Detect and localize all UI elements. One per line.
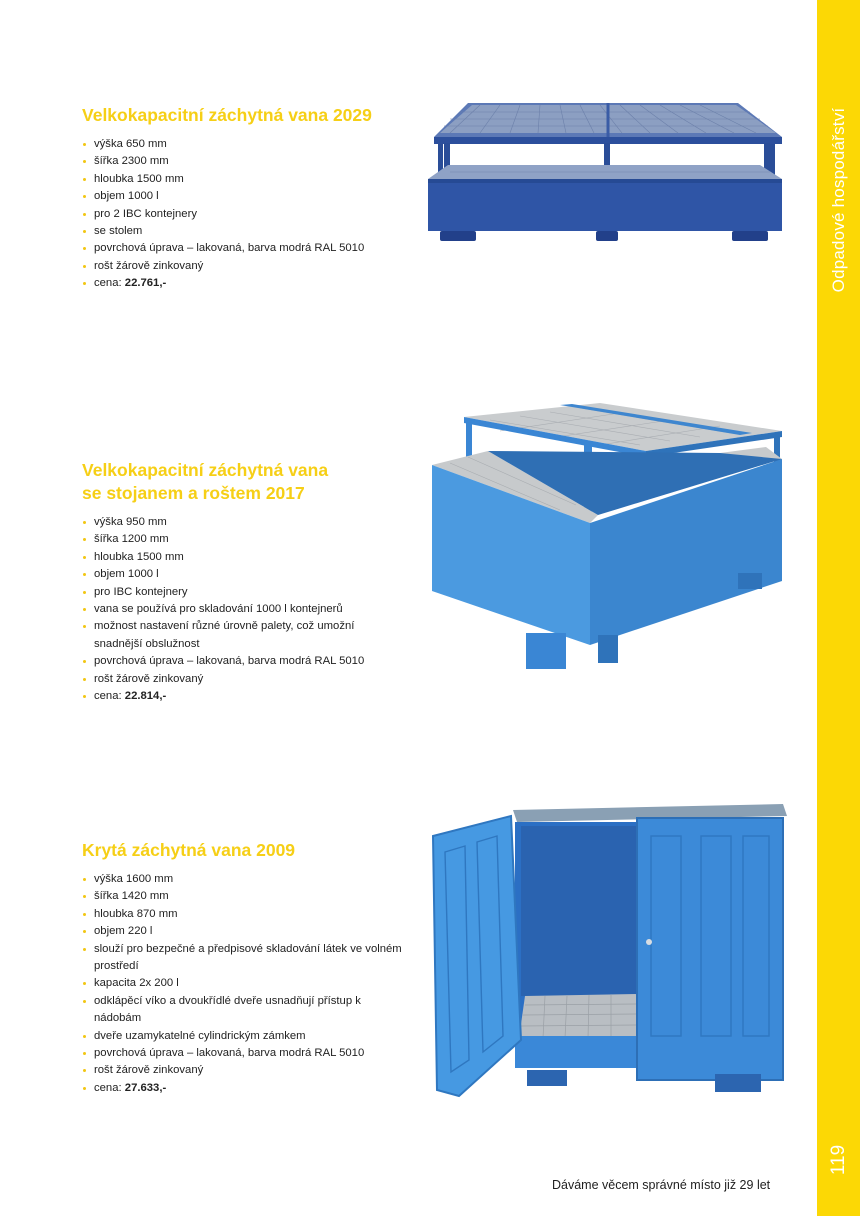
price-item — [82, 1080, 402, 1097]
spec-item: objem 1000 l — [82, 188, 402, 205]
spill-pallet-stand-image — [420, 395, 790, 680]
spec-item: výška 1600 mm — [82, 871, 402, 888]
spec-item: šířka 1200 mm — [82, 531, 402, 548]
product-title-line: se stojanem a roštem 2017 — [82, 483, 305, 503]
spec-item: se stolem — [82, 223, 402, 240]
product-2009 — [82, 839, 402, 1097]
product-title — [82, 459, 402, 505]
spec-item: rošt žárově zinkovaný — [82, 1062, 402, 1079]
spec-list — [82, 136, 402, 293]
product-title-line: Velkokapacitní záchytná vana 2029 — [82, 105, 372, 125]
page-number: 119 — [827, 1144, 849, 1176]
price-value: 27.633,- — [124, 1081, 167, 1094]
spec-item: hloubka 1500 mm — [82, 549, 402, 566]
spec-list — [82, 514, 402, 705]
spec-item: povrchová úprava – lakovaná, barva modrá RAL 5010 — [82, 240, 402, 257]
spec-item: povrchová úprava – lakovaná, barva modrá RAL 5010 — [82, 653, 402, 670]
spec-item: hloubka 1500 mm — [82, 171, 402, 188]
spec-item: hloubka 870 mm — [82, 906, 402, 923]
spec-item: slouží pro bezpečné a předpisové skladování látek ve volném prostředí — [82, 941, 402, 976]
spec-item: kapacita 2x 200 l — [82, 975, 402, 992]
spec-item: výška 650 mm — [82, 136, 402, 153]
spec-item: pro 2 IBC kontejnery — [82, 206, 402, 223]
spec-item: možnost nastavení různé úrovně palety, což umožní snadnější obslužnost — [82, 618, 402, 653]
section-sidebar — [817, 0, 860, 1216]
price-label: cena: — [94, 277, 125, 290]
spec-item: vana se používá pro skladování 1000 l kontejnerů — [82, 601, 402, 618]
spec-item: objem 220 l — [82, 923, 402, 940]
product-title-line: Krytá záchytná vana 2009 — [82, 840, 296, 860]
price-item — [82, 275, 402, 292]
product-2029 — [82, 104, 402, 293]
price-label: cena: — [94, 690, 125, 703]
spec-list — [82, 871, 402, 1097]
spec-item: šířka 1420 mm — [82, 888, 402, 905]
price-value: 22.814,- — [124, 690, 167, 703]
covered-spill-cabinet-image — [425, 800, 795, 1105]
product-2017 — [82, 459, 402, 705]
price-item — [82, 688, 402, 705]
spec-item: rošt žárově zinkovaný — [82, 671, 402, 688]
spec-item: výška 950 mm — [82, 514, 402, 531]
spill-pallet-table-image — [420, 95, 790, 255]
spec-item: povrchová úprava – lakovaná, barva modrá RAL 5010 — [82, 1045, 402, 1062]
spec-item: šířka 2300 mm — [82, 153, 402, 170]
product-title — [82, 839, 402, 862]
section-title: Odpadové hospodářství — [828, 107, 848, 293]
spec-item: rošt žárově zinkovaný — [82, 258, 402, 275]
price-label: cena: — [94, 1081, 125, 1094]
spec-item: pro IBC kontejnery — [82, 584, 402, 601]
price-value: 22.761,- — [124, 277, 167, 290]
product-title-line: Velkokapacitní záchytná vana — [82, 460, 329, 480]
spec-item: dveře uzamykatelné cylindrickým zámkem — [82, 1028, 402, 1045]
spec-item: odklápěcí víko a dvoukřídlé dveře usnadňují přístup k nádobám — [82, 993, 402, 1028]
spec-item: objem 1000 l — [82, 566, 402, 583]
product-title — [82, 104, 402, 127]
footer-tagline: Dáváme věcem správné místo již 29 let — [552, 1178, 771, 1192]
